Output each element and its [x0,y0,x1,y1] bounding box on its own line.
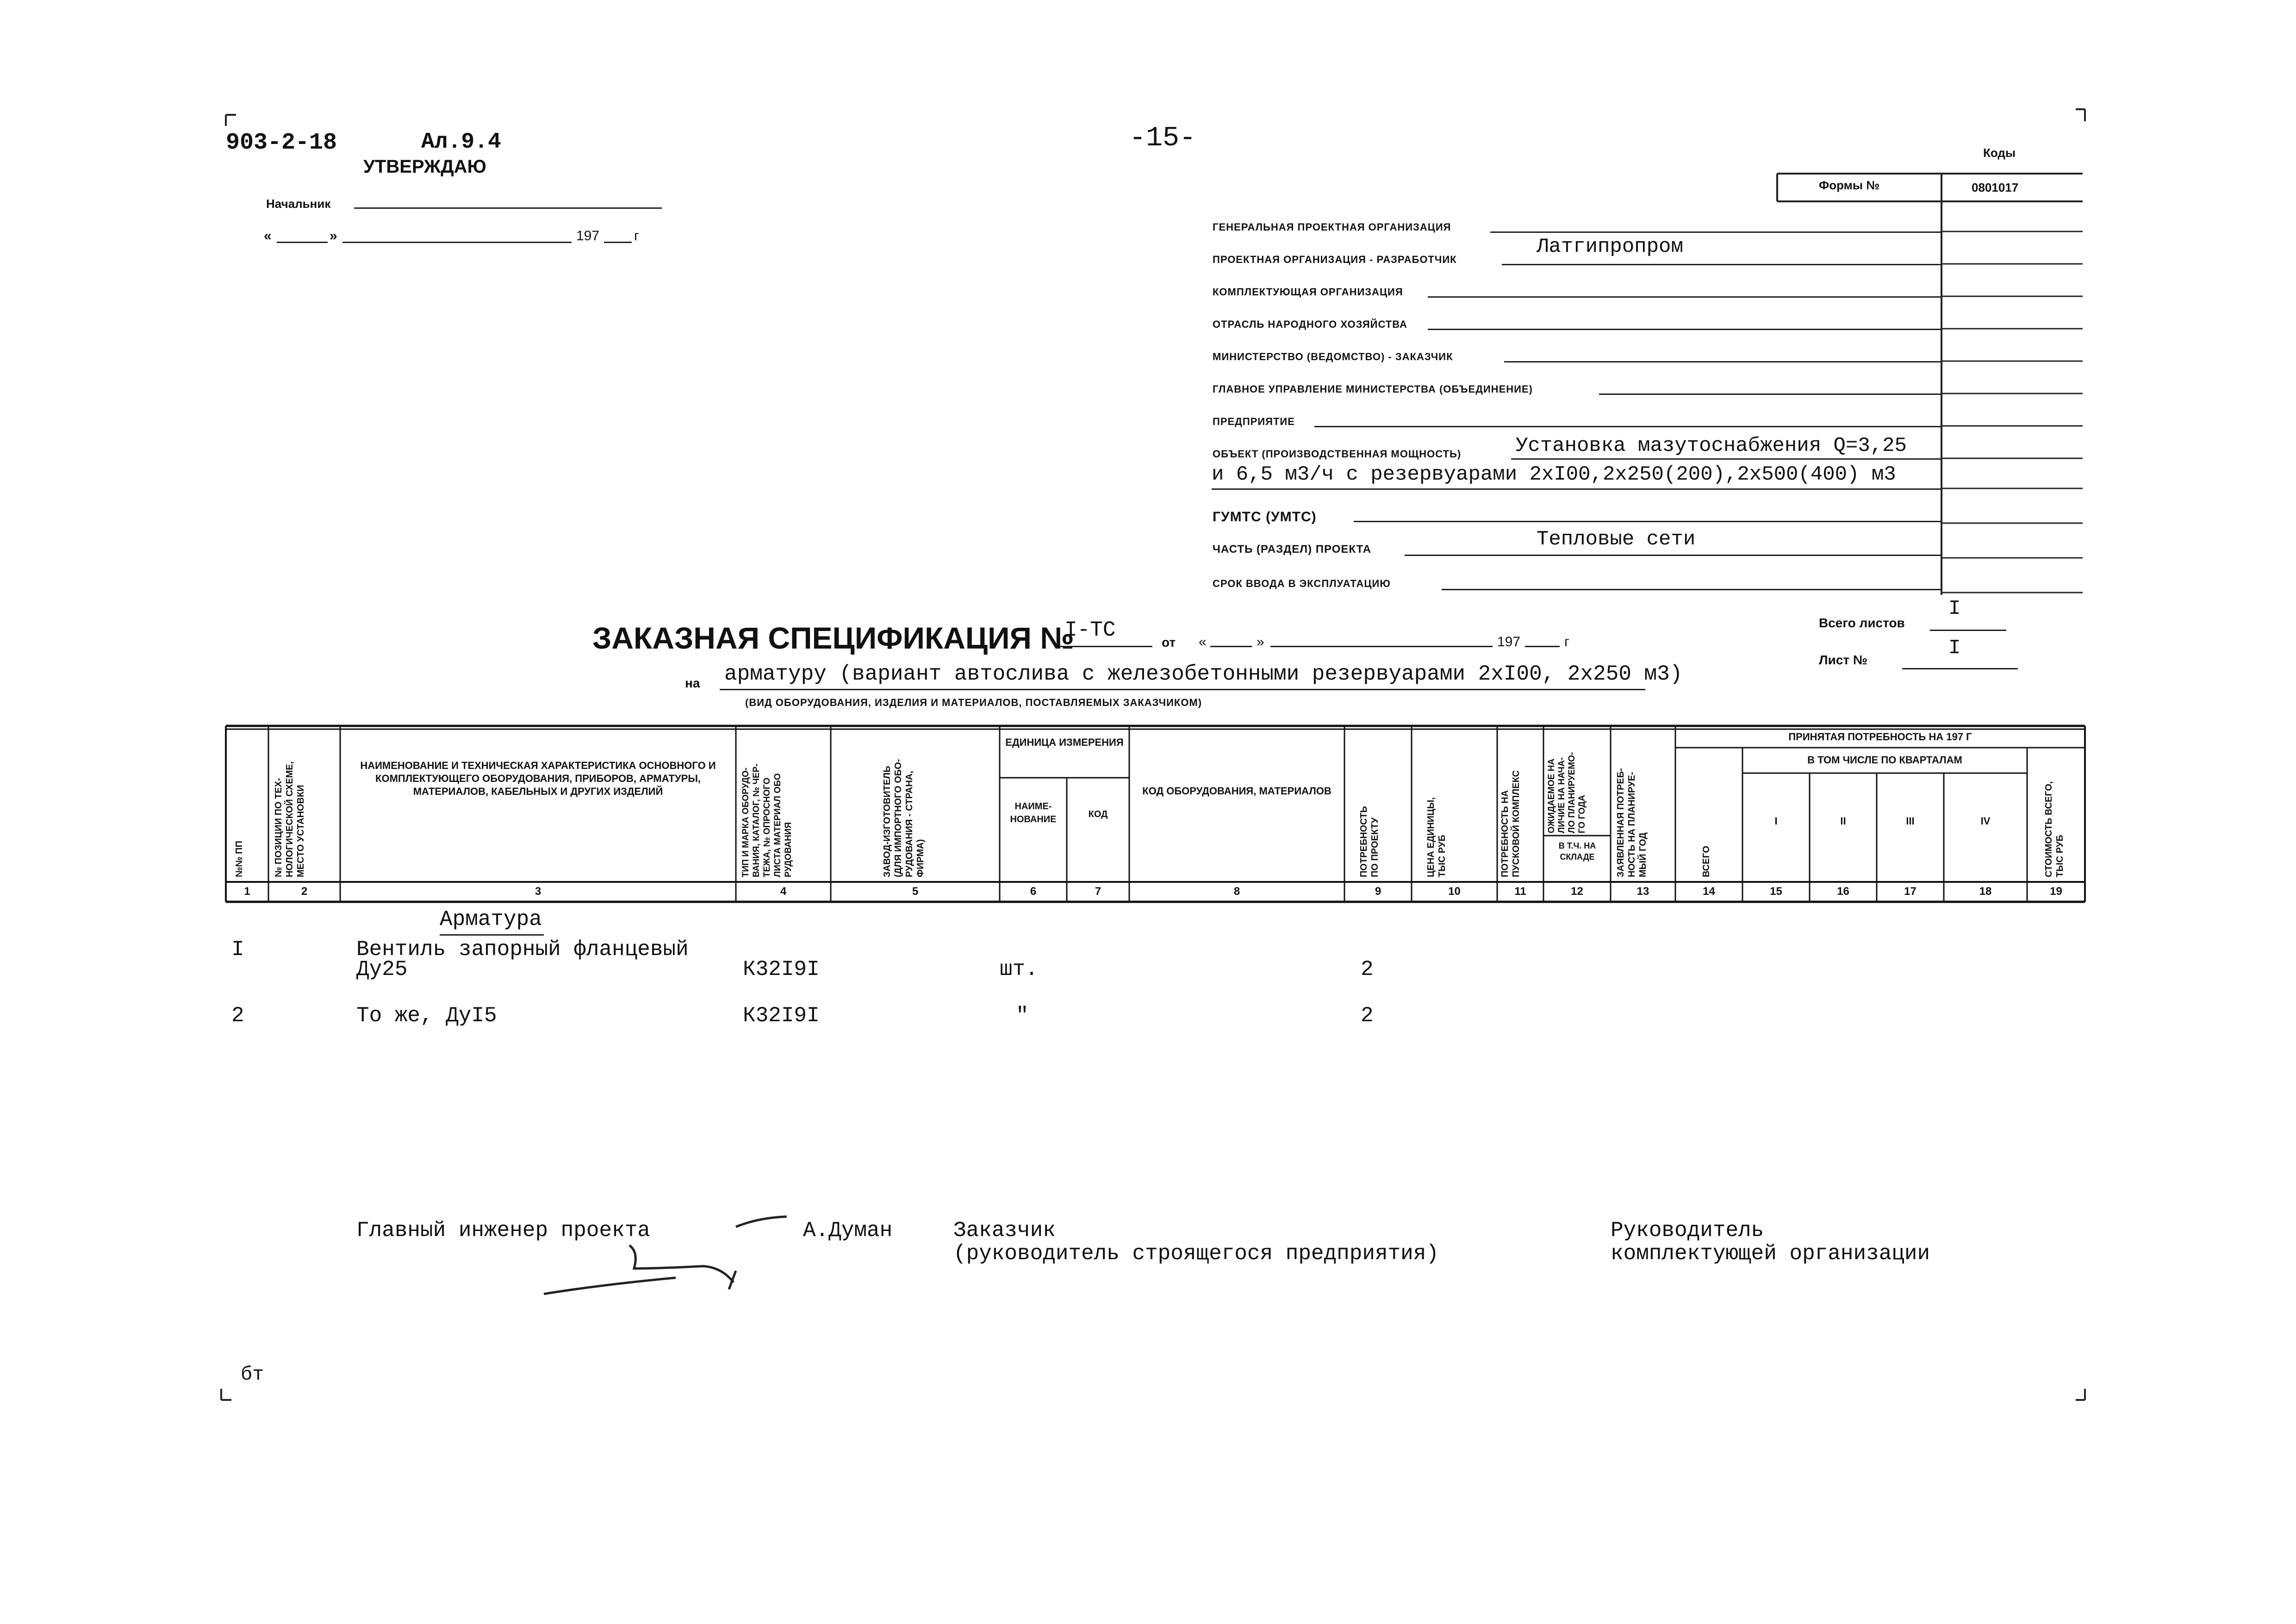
header-declared: ЗАЯВЛЕННАЯ ПОТРЕБ- НОСТЬ НА ПЛАНИРУЕ- МЫЙ ГОД [1616,768,1648,877]
chief-engineer-name: А.Думан [803,1218,893,1243]
section-heading-underline [440,934,544,936]
codes-title: Коды [1983,146,2016,160]
requisite-label: ОТРАСЛЬ НАРОДНОГО ХОЗЯЙСТВА [1213,319,1407,330]
row-unit: шт. [1000,957,1038,981]
col-number: 13 [1636,885,1649,898]
requisite-label: ПРОЕКТНАЯ ОРГАНИЗАЦИЯ - РАЗРАБОТЧИК [1213,254,1457,265]
requisite-value-part: Тепловые сети [1537,528,1696,551]
requisite-line [1428,296,1941,298]
row-type: К32I9I [743,1004,820,1028]
header-in-stock: В Т.Ч. НА СКЛАДЕ [1558,841,1596,862]
row-type: К32I9I [743,957,820,981]
col-number: 9 [1375,885,1381,898]
requisite-line [1504,361,1941,362]
day-line [277,242,328,243]
spec-subnote: (ВИД ОБОРУДОВАНИЯ, ИЗДЕЛИЯ И МАТЕРИАЛОВ, ПОСТАВЛЯЕМЫХ ЗАКАЗЧИКОМ) [745,697,1202,708]
col-number: 16 [1837,885,1849,898]
total-sheets-label: Всего листов [1819,616,1905,630]
col-number: 8 [1233,885,1240,898]
row-number: 2 [231,1004,244,1028]
header-position: № ПОЗИЦИИ ПО ТЕХ- НОЛОГИЧЕСКОЙ СХЕМЕ, МЕСТО УСТАНОВКИ [274,761,306,877]
requisite-label: МИНИСТЕРСТВО (ВЕДОМСТВО) - ЗАКАЗЧИК [1213,351,1453,362]
requisite-line [1490,231,1941,233]
head-sub: комплектующей организации [1611,1242,1930,1266]
row-qty: 2 [1361,957,1374,981]
spec-number-line [1060,646,1152,647]
col-number: 10 [1448,885,1461,898]
col-number: 5 [912,885,919,898]
header-project-need: ПОТРЕБНОСТЬ ПО ПРОЕКТУ [1359,806,1380,877]
header-total: ВСЕГО [1701,845,1711,877]
header-unit-code: КОД [1088,809,1108,819]
customer-sub: (руководитель строящегося предприятия) [953,1242,1439,1266]
month-line [342,242,572,243]
requisite-line [1314,426,1941,427]
chief-signature-line [354,207,662,209]
from-g: г [1564,634,1569,650]
requisite-line [1511,458,1941,460]
col-number: 11 [1514,885,1526,898]
page-number: -15- [1129,123,1196,154]
year-line [604,242,632,243]
header-q4: IV [1980,815,1991,827]
from-year-line [1525,646,1560,647]
customer-label: Заказчик [953,1218,1056,1243]
header-cost: СТОИМОСТЬ ВСЕГО, ТЫС РУБ [2044,781,2065,877]
form-code: 0801017 [1972,181,2019,194]
form-label: Формы № [1819,178,1880,192]
col-number: 6 [1030,885,1037,898]
total-sheets-line [1930,630,2006,631]
head-label: Руководитель [1611,1218,1764,1243]
year-label: 197 [576,228,600,244]
header-q1: I [1774,815,1778,827]
header-unit: ЕДИНИЦА ИЗМЕРЕНИЯ [1005,737,1124,748]
date-quote-open: « [264,228,272,244]
requisite-label: ГУМТС (УМТС) [1213,509,1317,525]
sheet-number-label: Лист № [1819,653,1868,667]
requisite-line [1599,394,1941,395]
requisite-line [1354,521,1941,522]
corner-mark: бт [241,1363,264,1386]
header-unit-name: НАИМЕ-НОВАНИЕ [1010,801,1057,824]
approve-label: УТВЕРЖДАЮ [363,156,486,177]
col-number: 4 [780,885,787,898]
header-manufacturer: ЗАВОД-ИЗГОТОВИТЕЛЬ (ДЛЯ ИМПОРТНОГО ОБО- РУДОВАНИЯ - СТРАНА, ФИРМА) [882,759,926,877]
requisite-line [1442,589,1941,590]
requisite-label: КОМПЛЕКТУЮЩАЯ ОРГАНИЗАЦИЯ [1213,286,1403,298]
requisite-label: ЧАСТЬ (РАЗДЕЛ) ПРОЕКТА [1213,543,1372,556]
chief-label: Начальник [266,197,331,211]
header-description: НАИМЕНОВАНИЕ И ТЕХНИЧЕСКАЯ ХАРАКТЕРИСТИКА ОСНОВНОГО И КОМПЛЕКТУЮЩЕГО ОБОРУДОВАНИЯ, ПРИБОРОВ, АРМАТУРЫ, МАТЕРИАЛОВ, КАБЕЛЬНЫХ И ДРУГИХ ИЗДЕЛИЙ [360,760,716,797]
year-g: г [634,228,639,244]
requisite-line [1428,329,1941,330]
requisite-label: ПРЕДПРИЯТИЕ [1213,416,1295,427]
header-accepted: ПРИНЯТАЯ ПОТРЕБНОСТЬ НА 197 Г [1788,731,1972,743]
col-number: 3 [535,885,541,898]
spec-number: I-ТС [1064,618,1116,642]
total-sheets-value: I [1948,597,1961,620]
doc-code: 903-2-18 [226,130,337,156]
requisite-label: ГЕНЕРАЛЬНАЯ ПРОЕКТНАЯ ОРГАНИЗАЦИЯ [1213,221,1451,233]
row-qty: 2 [1361,1004,1374,1028]
header-unit-price: ЦЕНА ЕДИНИЦЫ, ТЫС РУБ [1426,797,1447,877]
requisite-label: ОБЪЕКТ (ПРОИЗВОДСТВЕННАЯ МОЩНОСТЬ) [1213,448,1462,460]
date-quote-close: » [330,228,337,244]
requisite-line [1212,488,1941,490]
header-material-code: КОД ОБОРУДОВАНИЯ, МАТЕРИАЛОВ [1142,785,1332,797]
requisite-value-object: Установка мазутоснабжения Q=3,25 [1516,434,1907,457]
spec-subject-line [720,689,1645,690]
from-quote-close: » [1257,634,1264,650]
requisite-line [1405,555,1941,556]
row-name: Вентиль запорный фланцевый [356,937,689,962]
row-name: То же, ДуI5 [356,1004,497,1028]
header-q3: III [1906,815,1915,827]
requisite-line [1502,264,1941,265]
header-num: №№ ПП [234,841,244,877]
col-number: 12 [1571,885,1583,898]
col-number: 15 [1770,885,1782,898]
row-unit: " [1016,1004,1029,1028]
na-label: на [685,676,700,690]
col-number: 18 [1979,885,1992,898]
section-heading: Арматура [440,907,542,931]
chief-engineer-label: Главный инженер проекта [356,1218,650,1243]
from-month-line [1270,646,1493,647]
from-day-line [1210,646,1252,647]
col-number: 19 [2050,885,2062,898]
requisite-label: СРОК ВВОДА В ЭКСПЛУАТАЦИЮ [1213,578,1391,589]
header-expected: ОЖИДАЕМОЕ НА ЛИЧИЕ НА НАЧА- ЛО ПЛАНИРУЕМО- ГО ГОДА [1547,752,1587,833]
header-quarters: В ТОМ ЧИСЛЕ ПО КВАРТАЛАМ [1807,754,1962,766]
album-number: Ал.9.4 [421,130,501,155]
from-label: от [1162,635,1176,650]
spec-title: ЗАКАЗНАЯ СПЕЦИФИКАЦИЯ № [592,621,1074,655]
col-number: 14 [1703,885,1715,898]
header-q2: II [1840,815,1846,827]
header-start-complex: ПОТРЕБНОСТЬ НА ПУСКОВОЙ КОМПЛЕКС [1500,770,1521,877]
col-number: 1 [244,885,250,898]
col-number: 17 [1904,885,1916,898]
sheet-number-value: I [1948,637,1961,660]
from-year: 197 [1497,634,1521,650]
row-name-cont: Ду25 [356,957,408,981]
requisite-value-developer: Латгипропром [1537,235,1683,258]
header-type: ТИП И МАРКА ОБОРУДО- ВАНИЯ, КАТАЛОГ, № ЧЕР- ТЕЖА, № ОПРОСНОГО ЛИСТА МАТЕРИАЛ ОБО РУДОВАНИЯ [741,763,793,877]
row-number: I [231,937,244,962]
col-number: 2 [301,885,308,898]
requisite-label: ГЛАВНОЕ УПРАВЛЕНИЕ МИНИСТЕРСТВА (ОБЪЕДИНЕНИЕ) [1213,383,1533,395]
requisite-value-object-cont: и 6,5 м3/ч с резервуарами 2хI00,2х250(200),2х500(400) м3 [1212,463,1896,486]
col-number: 7 [1095,885,1101,898]
spec-subject: арматуру (вариант автослива с железобетонными резервуарами 2хI00, 2х250 м3) [724,662,1683,686]
sheet-number-line [1902,668,2018,669]
from-quote-open: « [1199,634,1207,650]
